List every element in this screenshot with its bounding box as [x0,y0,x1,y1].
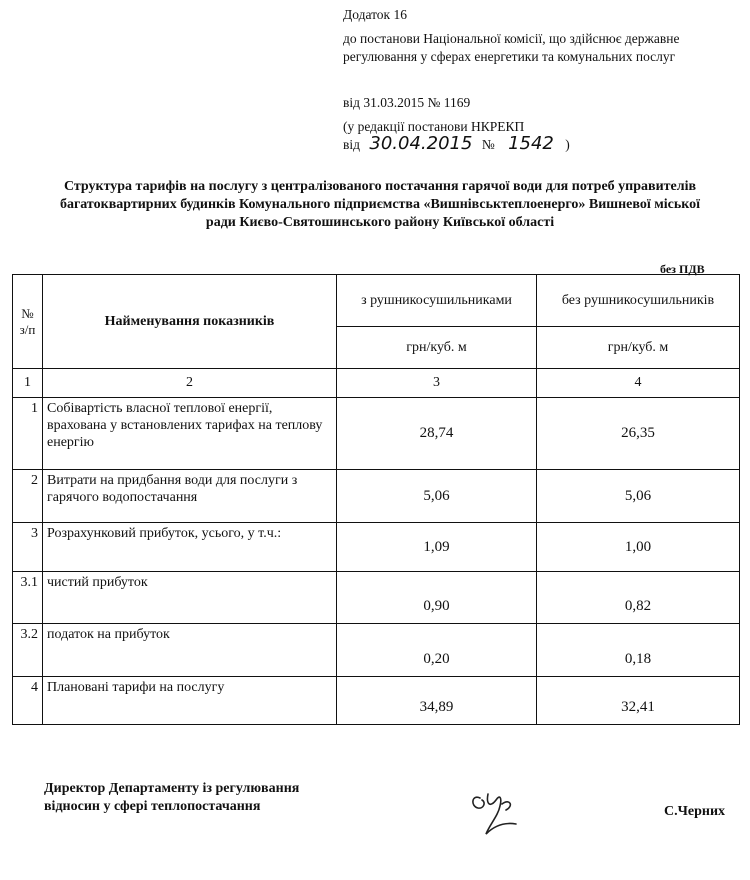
row-value-without-dryers: 32,41 [537,677,740,725]
title-line-1: Структура тарифів на послугу з централізованого постачання гарячої води для потреб управителів [63,179,697,194]
header-number: № з/п [13,275,43,369]
revision-date-handwritten: 30.04.2015 [369,133,473,154]
tariff-structure-table [12,274,740,725]
row-value-with-dryers: 34,89 [337,677,537,725]
revision-from-label: від [343,137,360,152]
column-number: 2 [43,369,337,398]
table-row [13,572,740,624]
row-indicator: податок на прибуток [43,624,337,677]
table-row [13,398,740,470]
row-indicator: Собівартість власної теплової енергії, врахована у встановлених тарифах на теплову енергію [43,398,337,470]
revision-line-2 [343,135,570,153]
row-indicator: Витрати на придбання води для послуги з гарячого водопостачання [43,470,337,523]
column-number-row [13,369,740,398]
row-value-with-dryers: 1,09 [337,523,537,572]
row-number: 3.1 [13,572,43,624]
header-without-towel-dryers: без рушникосушильників [537,275,740,327]
decree-line-1: до постанови Національної комісії, що здійснює державне [343,31,680,46]
row-value-with-dryers: 0,90 [337,572,537,624]
row-value-without-dryers: 0,18 [537,624,740,677]
row-number: 3.2 [13,624,43,677]
row-number: 4 [13,677,43,725]
signatory-position-line-1: Директор Департаменту із регулювання [44,781,300,796]
signatory-position-line-2: відносин у сфері теплопостачання [44,799,261,814]
header-unit-col4: грн/куб. м [537,327,740,369]
row-value-without-dryers: 26,35 [537,398,740,470]
row-indicator: Розрахунковий прибуток, усього, у т.ч.: [43,523,337,572]
header-unit-col3: грн/куб. м [337,327,537,369]
row-number: 2 [13,470,43,523]
table-row [13,677,740,725]
row-indicator: чистий прибуток [43,572,337,624]
row-value-with-dryers: 0,20 [337,624,537,677]
table-row [13,470,740,523]
column-number: 4 [537,369,740,398]
signatory-position [44,780,299,816]
revision-number-handwritten: 1542 [508,133,554,154]
decree-date: від 31.03.2015 № 1169 [343,95,471,110]
row-value-with-dryers: 28,74 [337,398,537,470]
header-indicator-name: Найменування показників [43,275,337,369]
row-value-without-dryers: 1,00 [537,523,740,572]
title-line-3: ради Києво-Святошинського району Київської області [205,215,555,230]
header-with-towel-dryers: з рушникосушильниками [337,275,537,327]
document-title [12,178,748,232]
signatory-name: С.Черних [664,804,726,819]
row-number: 3 [13,523,43,572]
handwritten-signature [466,784,526,840]
vat-note: без ПДВ [660,262,705,276]
appendix-label: Додаток 16 [343,7,407,22]
row-indicator: Плановані тарифи на послугу [43,677,337,725]
revision-line-1: (у редакції постанови НКРЕКП [343,119,525,134]
column-number: 1 [13,369,43,398]
column-number: 3 [337,369,537,398]
row-value-without-dryers: 0,82 [537,572,740,624]
table-row [13,523,740,572]
revision-close-paren: ) [565,137,570,152]
table-row [13,624,740,677]
decree-line-2: регулювання у сферах енергетики та комунальних послуг [343,49,676,64]
row-value-with-dryers: 5,06 [337,470,537,523]
row-value-without-dryers: 5,06 [537,470,740,523]
revision-number-label: № [481,137,495,152]
row-number: 1 [13,398,43,470]
title-line-2: багатоквартирних будинків Комунального підприємства «Вишнівськтеплоенерго» Вишневої міської [59,197,701,212]
